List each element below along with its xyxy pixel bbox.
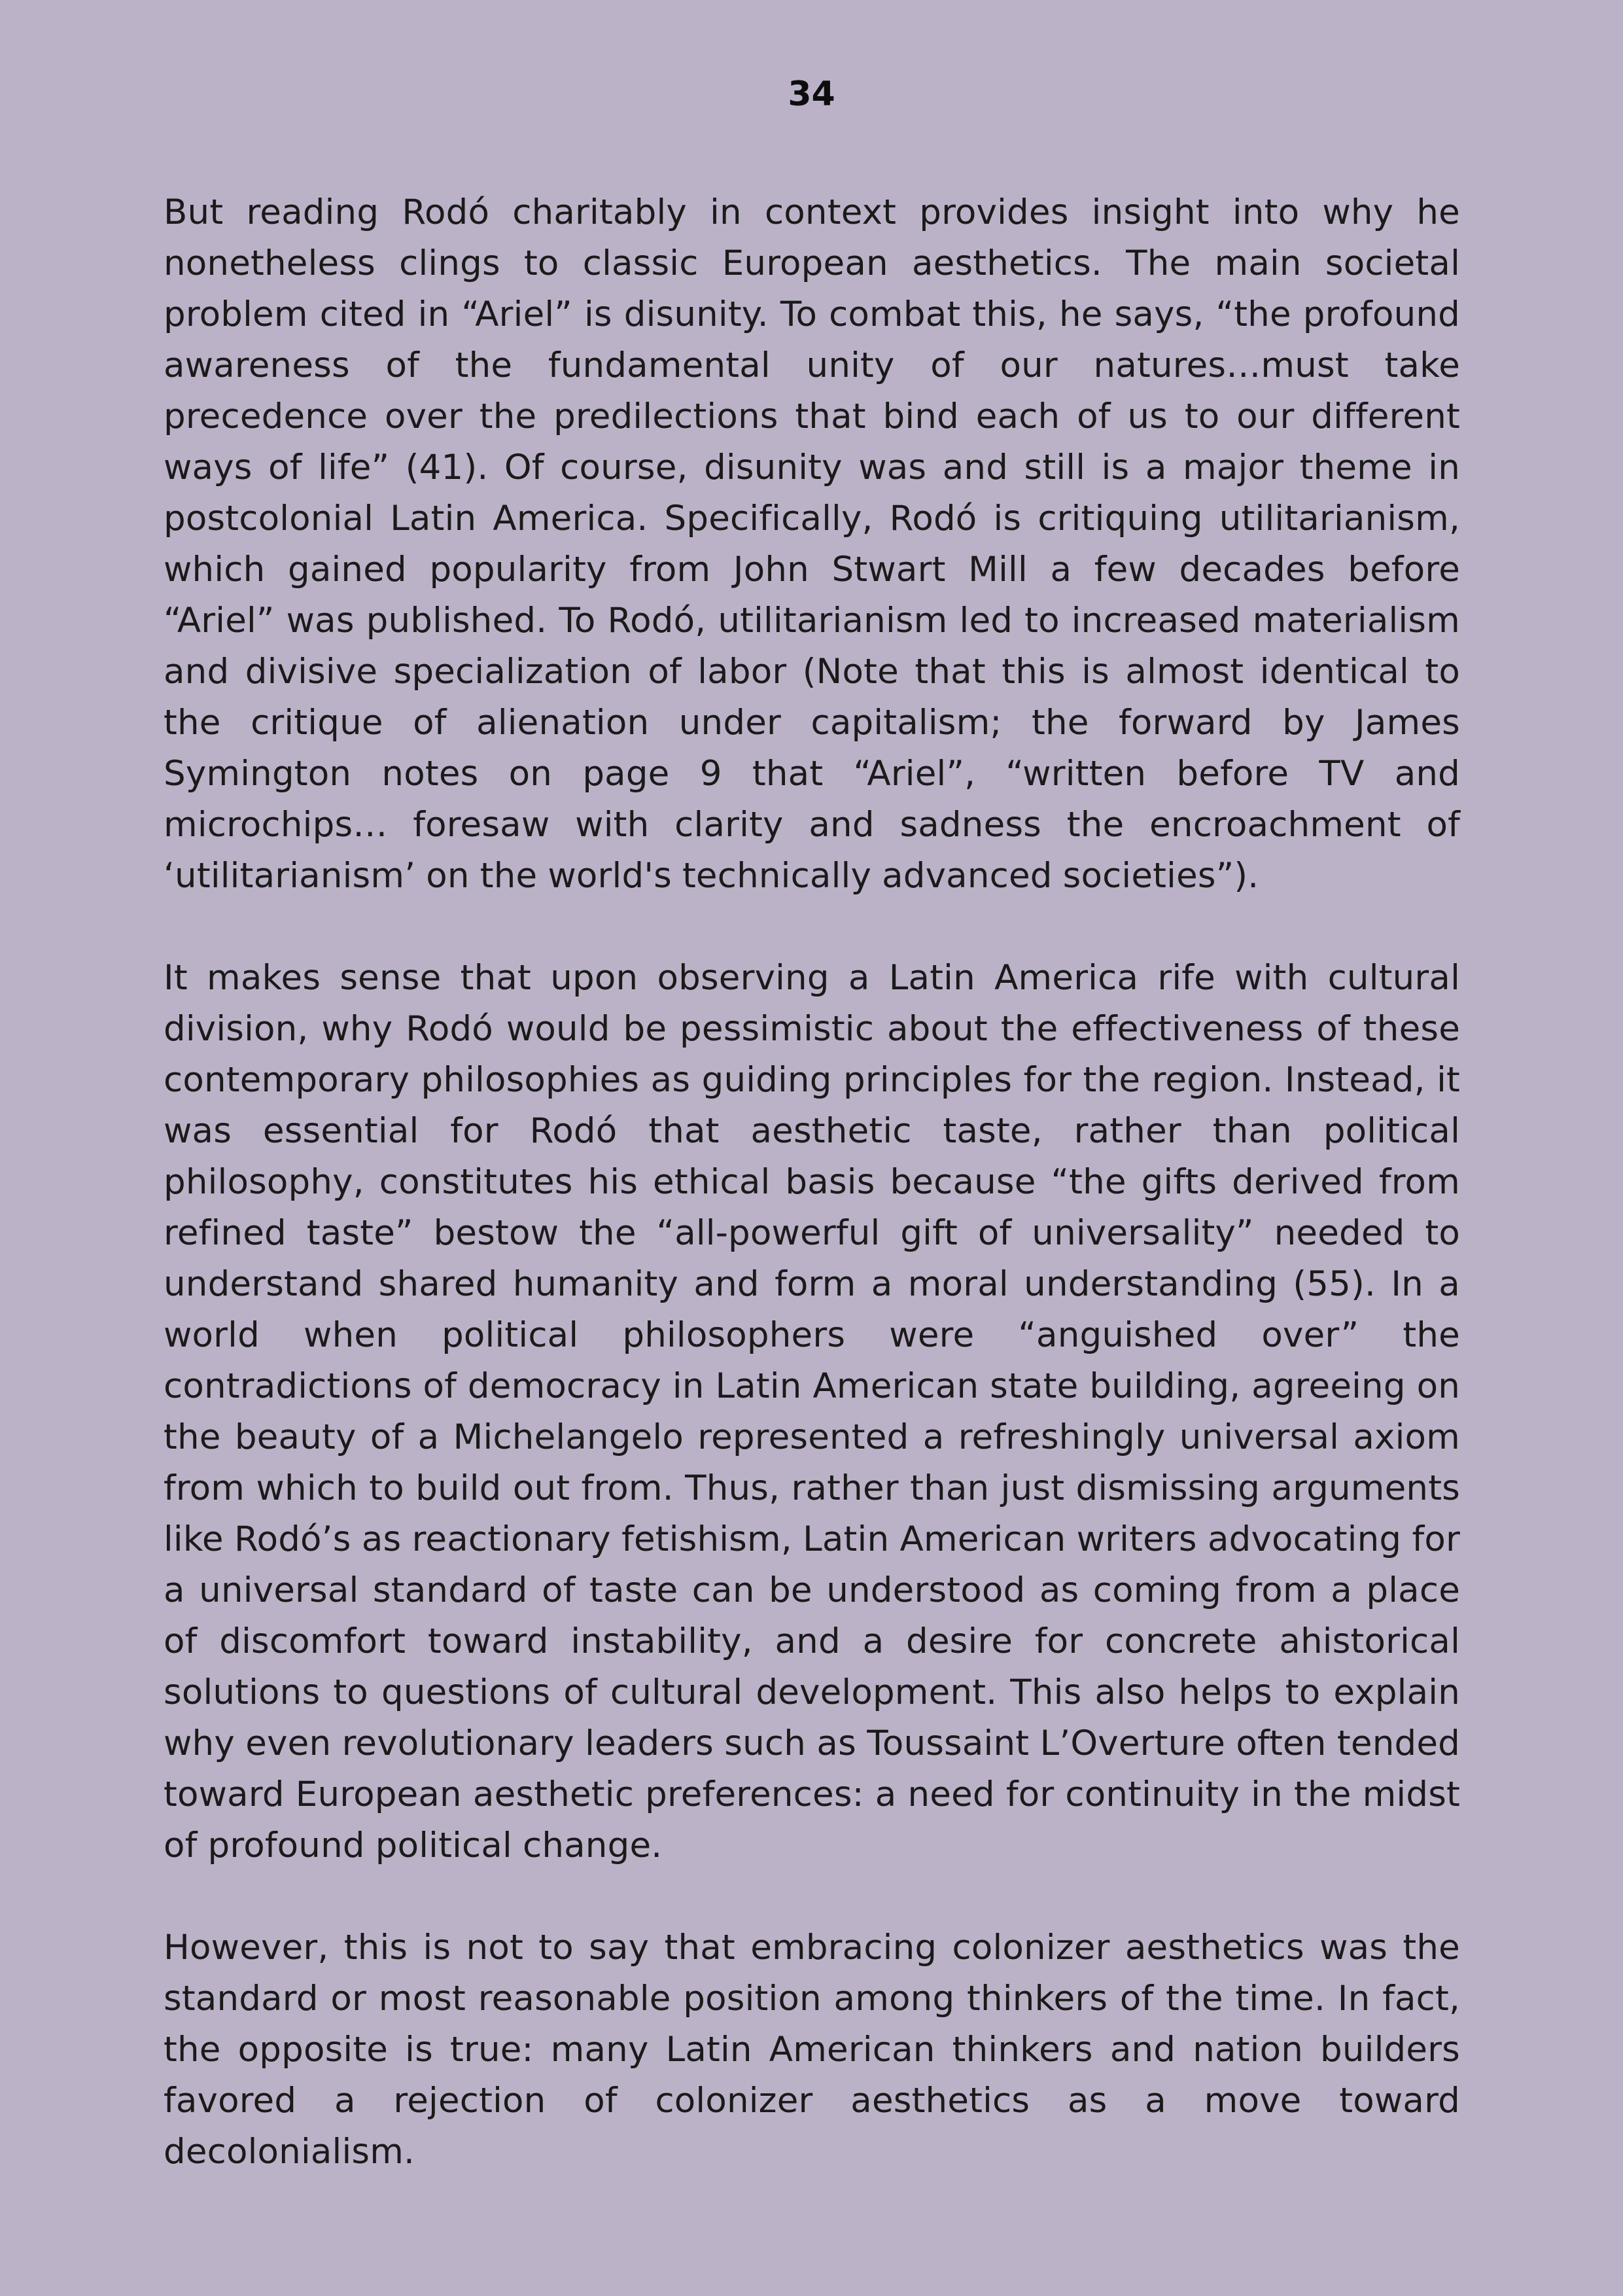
- body-text: [164, 187, 1460, 2229]
- paragraph-rodo-context: But reading Rodó charitably in context provides insight into why he nonetheless clings to classic European aesthetics. The main societal problem cited in “Ariel” is disunity. To combat this, he says, “the profound awareness of the fundamental unity of our natures…must take precedence over the predilections that bind each of us to our different ways of life” (41). Of course, disunity was and still is a major theme in postcolonial Latin America. Specifically, Rodó is critiquing utilitarianism, which gained popularity from John Stwart Mill a few decades before “Ariel” was published. To Rodó, utilitarianism led to increased materialism and divisive specialization of labor (Note that this is almost identical to the critique of alienation under capitalism; the forward by James Symington notes on page 9 that “Ariel”, “written before TV and microchips… foresaw with clarity and sadness the encroachment of ‘utilitarianism’ on the world's technically advanced societies”).: [164, 192, 1460, 896]
- paragraph-decolonialism: However, this is not to say that embracing colonizer aesthetics was the standard or most reasonable position among thinkers of the time. In fact, the opposite is true: many Latin American thinkers and nation builders favored a rejection of colonizer aesthetics as a move toward decolonialism.: [164, 1928, 1460, 2172]
- page-number: 34: [788, 75, 835, 114]
- paragraph-aesthetic-taste: It makes sense that upon observing a Latin America rife with cultural division, why Rodó would be pessimistic about the effectiveness of these contemporary philosophies as guiding principles for the region. Instead, it was essential for Rodó that aesthetic taste, rather than political philosophy, constitutes his ethical basis because “the gifts derived from refined taste” bestow the “all-powerful gift of universality” needed to understand shared humanity and form a moral understanding (55). In a world when political philosophers were “anguished over” the contradictions of democracy in Latin American state building, agreeing on the beauty of a Michelangelo represented a refreshingly universal axiom from which to build out from. Thus, rather than just dismissing arguments like Rodó’s as reactionary fetishism, Latin American writers advocating for a universal standard of taste can be understood as coming from a place of discomfort toward instability, and a desire for concrete ahistorical solutions to questions of cultural development. This also helps to explain why even revolutionary leaders such as Toussaint L’Overture often tended toward European aesthetic preferences: a need for continuity in the midst of profound political change.: [164, 958, 1460, 1865]
